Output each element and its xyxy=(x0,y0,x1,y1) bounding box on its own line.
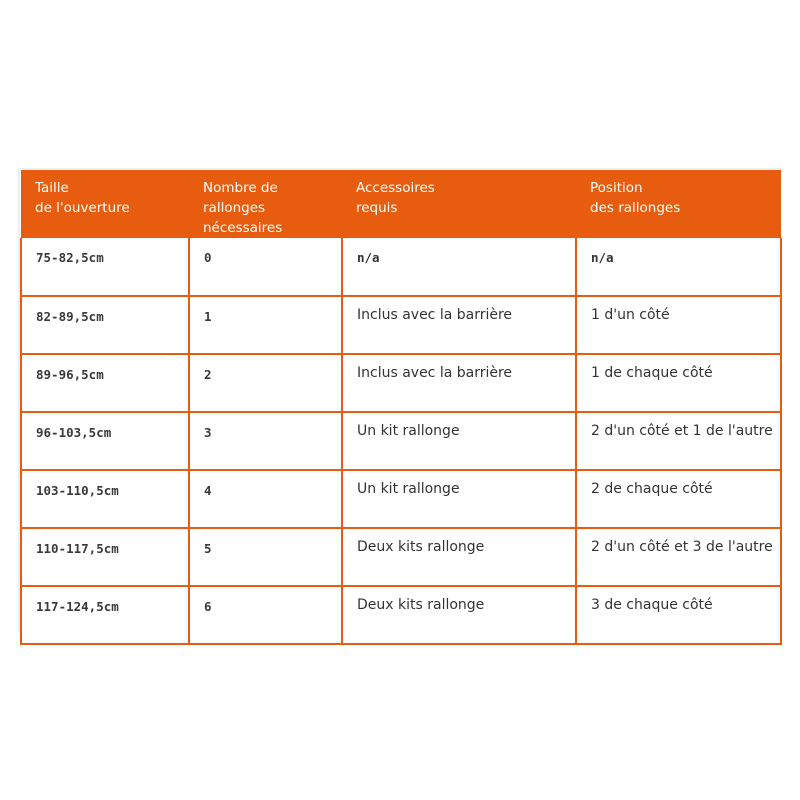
cell-extension-position: 2 d'un côté et 1 de l'autre xyxy=(576,412,781,470)
cell-accessories: Un kit rallonge xyxy=(342,412,576,470)
cell-accessories: Deux kits rallonge xyxy=(342,586,576,644)
cell-accessories: Inclus avec la barrière xyxy=(342,354,576,412)
table-row xyxy=(21,528,781,586)
table-row xyxy=(21,354,781,412)
table-row xyxy=(21,470,781,528)
header-opening-size: Taille de l'ouverture xyxy=(21,170,189,238)
cell-extension-position: 1 d'un côté xyxy=(576,296,781,354)
cell-opening-size: 96-103,5cm xyxy=(21,412,189,470)
table-body xyxy=(21,238,781,644)
cell-opening-size: 117-124,5cm xyxy=(21,586,189,644)
cell-extension-count: 6 xyxy=(189,586,342,644)
table-row xyxy=(21,586,781,644)
cell-extension-count: 2 xyxy=(189,354,342,412)
cell-extension-count: 0 xyxy=(189,238,342,296)
cell-accessories: Deux kits rallonge xyxy=(342,528,576,586)
cell-extension-count: 1 xyxy=(189,296,342,354)
table-row xyxy=(21,238,781,296)
cell-opening-size: 89-96,5cm xyxy=(21,354,189,412)
cell-opening-size: 110-117,5cm xyxy=(21,528,189,586)
cell-opening-size: 75-82,5cm xyxy=(21,238,189,296)
cell-accessories: n/a xyxy=(342,238,576,296)
header-extension-count: Nombre de rallonges nécessaires xyxy=(189,170,342,238)
cell-extension-position: n/a xyxy=(576,238,781,296)
cell-extension-count: 5 xyxy=(189,528,342,586)
extension-spec-table xyxy=(20,170,782,645)
cell-accessories: Inclus avec la barrière xyxy=(342,296,576,354)
cell-extension-position: 2 de chaque côté xyxy=(576,470,781,528)
table-row xyxy=(21,296,781,354)
cell-extension-count: 4 xyxy=(189,470,342,528)
cell-extension-position: 1 de chaque côté xyxy=(576,354,781,412)
cell-extension-position: 3 de chaque côté xyxy=(576,586,781,644)
header-accessories: Accessoires requis xyxy=(342,170,576,238)
cell-opening-size: 82-89,5cm xyxy=(21,296,189,354)
cell-accessories: Un kit rallonge xyxy=(342,470,576,528)
table-header xyxy=(21,170,781,238)
table-row xyxy=(21,412,781,470)
header-row xyxy=(21,170,781,238)
cell-opening-size: 103-110,5cm xyxy=(21,470,189,528)
cell-extension-count: 3 xyxy=(189,412,342,470)
cell-extension-position: 2 d'un côté et 3 de l'autre xyxy=(576,528,781,586)
header-extension-position: Position des rallonges xyxy=(576,170,781,238)
